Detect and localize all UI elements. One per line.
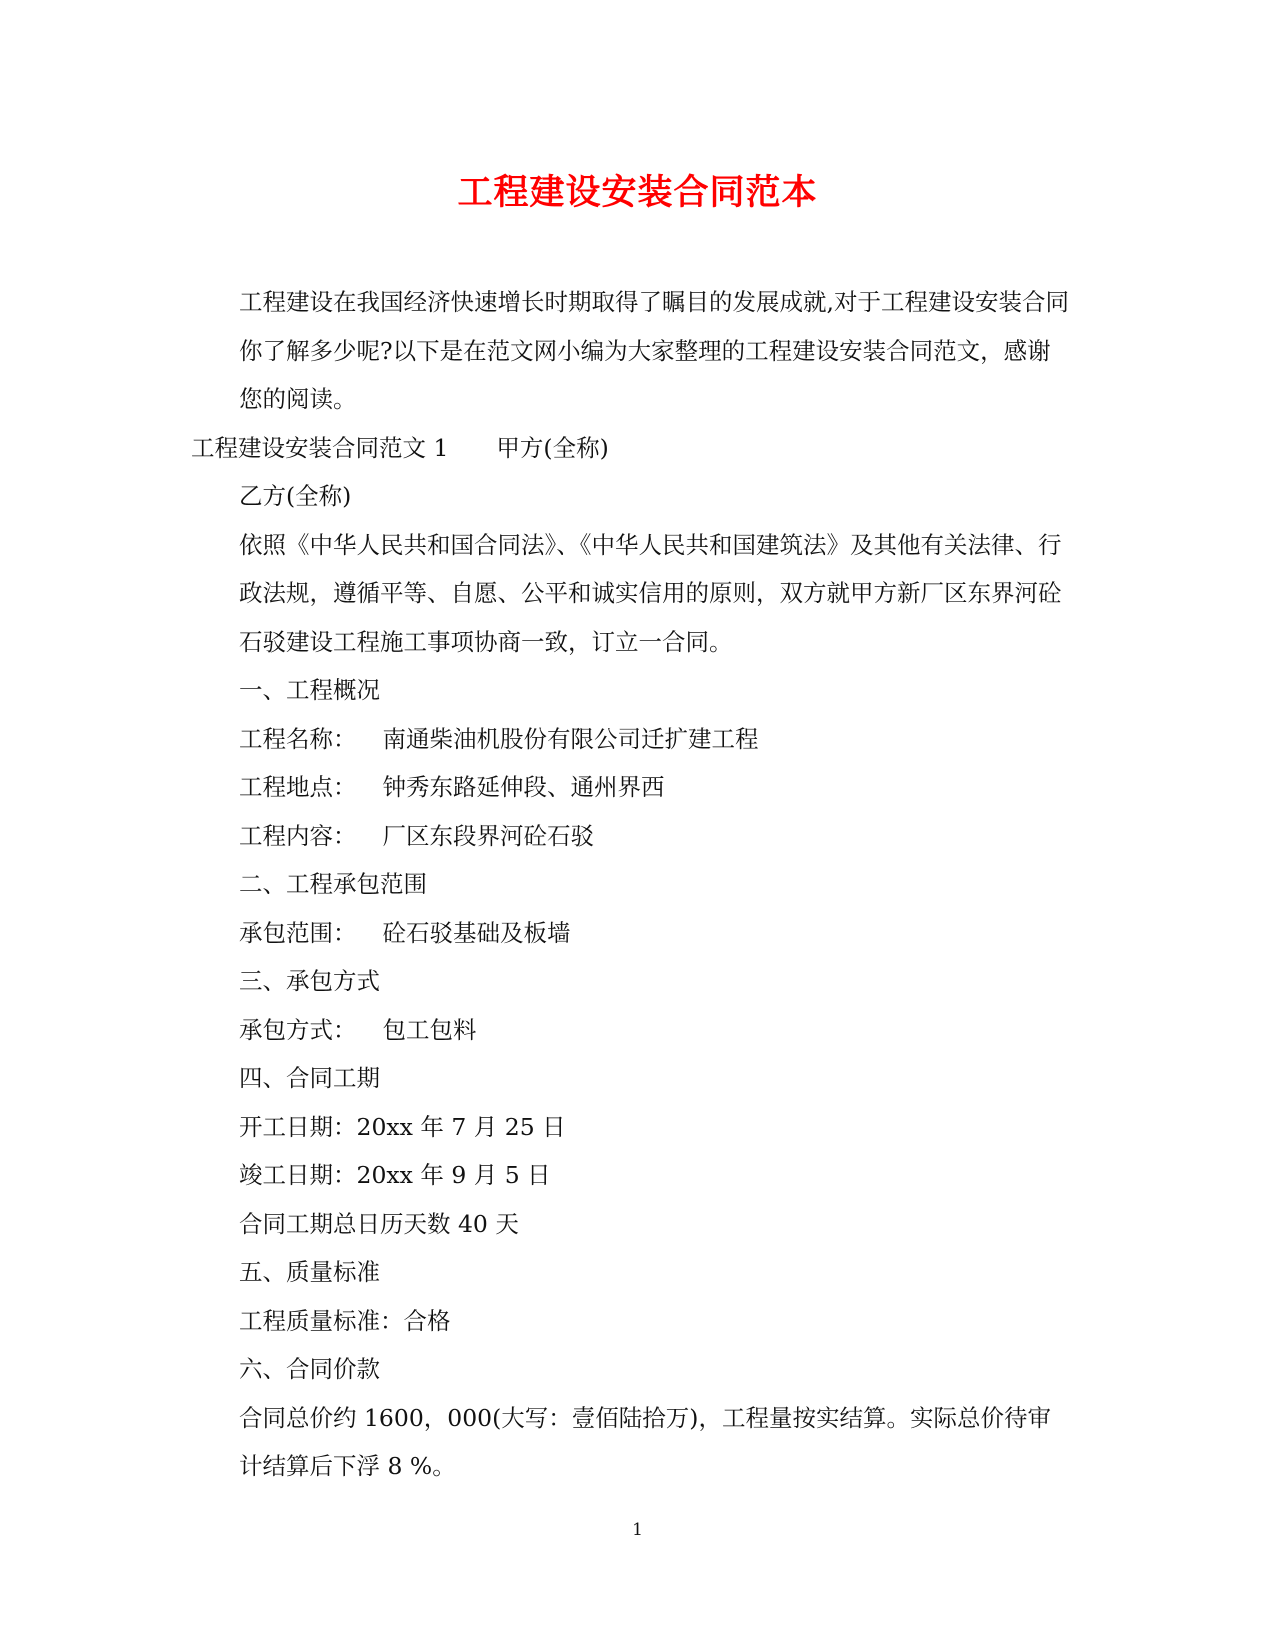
contract-mode-line	[191, 1006, 1071, 1055]
project-location-label: 工程地点：	[239, 773, 357, 801]
project-name-label: 工程名称：	[239, 724, 357, 753]
page-number: 1	[632, 1520, 643, 1540]
section-5-heading: 五、质量标准	[239, 1258, 380, 1286]
section-3-heading: 三、承包方式	[239, 967, 380, 995]
contract-mode-label: 承包方式：	[239, 1015, 357, 1044]
document-title: 工程建设安装合同范本	[457, 172, 818, 213]
sample-heading-line	[191, 424, 1071, 473]
project-location-line	[191, 763, 1071, 812]
preamble-paragraph: 依照《中华人民共和国合同法》、《中华人民共和国建筑法》及其他有关法律、行政法规，遵循平等、自愿、公平和诚实信用的原则，双方就甲方新厂区东界河砼石驳建设工程施工事项协商一致，订立一合同。	[239, 530, 1062, 656]
section-4-heading: 四、合同工期	[239, 1064, 380, 1092]
end-date: 竣工日期：20xx 年 9 月 5 日	[239, 1161, 551, 1189]
contract-price-paragraph: 合同总价约 1600，000(大写：壹佰陆拾万)，工程量按实结算。实际总价待审计结算后下浮 8 %。	[239, 1403, 1051, 1480]
document-body	[191, 278, 1071, 1491]
total-days: 合同工期总日历天数 40 天	[239, 1209, 519, 1238]
contract-mode-value: 包工包料	[382, 1015, 477, 1044]
contract-scope-label: 承包范围：	[239, 918, 357, 947]
section-2-heading: 二、工程承包范围	[239, 870, 427, 898]
project-name-line	[191, 715, 1071, 764]
project-location-value: 钟秀东路延伸段、通州界西	[382, 773, 665, 801]
intro-paragraph: 工程建设在我国经济快速增长时期取得了瞩目的发展成就,对于工程建设安装合同你了解多少呢?以下是在范文网小编为大家整理的工程建设安装合同范文，感谢您的阅读。	[239, 288, 1069, 413]
party-b: 乙方(全称)	[239, 482, 352, 510]
section-1-heading: 一、工程概况	[239, 676, 380, 704]
start-date: 开工日期：20xx 年 7 月 25 日	[239, 1112, 566, 1141]
sample-heading: 工程建设安装合同范文 1	[191, 433, 449, 462]
section-6-heading: 六、合同价款	[239, 1355, 380, 1383]
project-content-value: 厂区东段界河砼石驳	[382, 821, 594, 850]
project-content-line	[191, 812, 1071, 861]
project-content-label: 工程内容：	[239, 821, 357, 850]
quality-standard: 工程质量标准：合格	[239, 1306, 451, 1335]
contract-scope-line	[191, 909, 1071, 958]
contract-scope-value: 砼石驳基础及板墙	[382, 918, 571, 947]
project-name-value: 南通柴油机股份有限公司迁扩建工程	[382, 724, 759, 753]
party-a: 甲方(全称)	[496, 433, 609, 462]
